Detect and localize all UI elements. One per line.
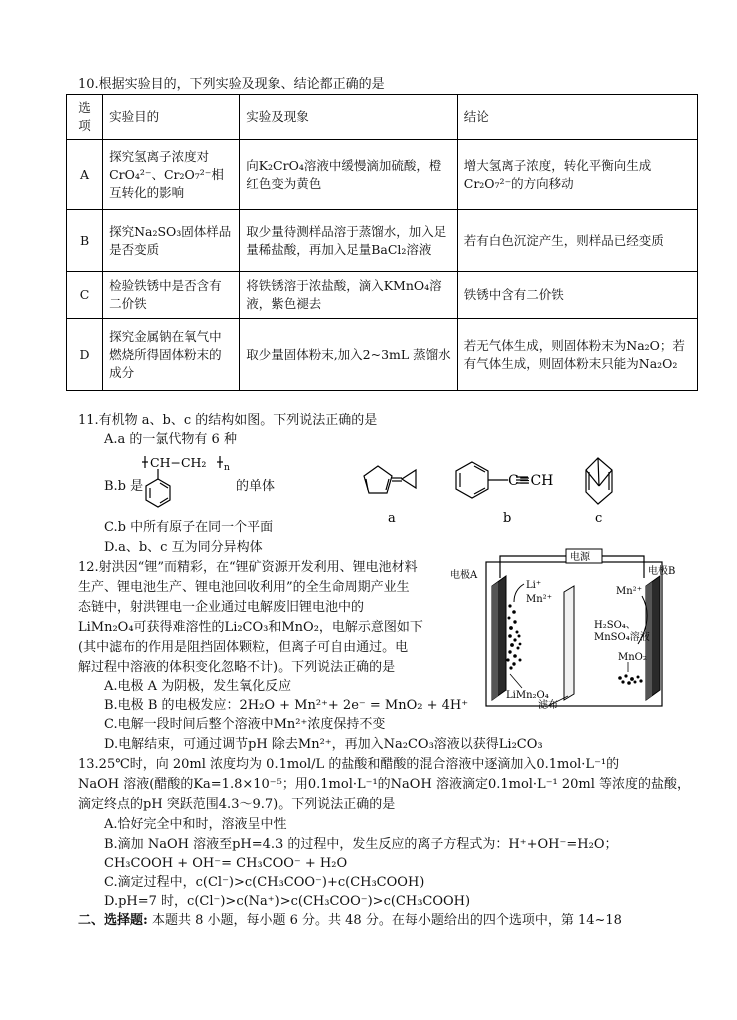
ion-mn-left-label: Mn²⁺ <box>526 594 552 605</box>
molecule-c <box>586 458 612 504</box>
molecule-structures <box>350 448 650 528</box>
row-conclusion: 铁锈中含有二价铁 <box>457 272 697 319</box>
ion-li-label: Li⁺ <box>526 580 542 591</box>
q13-option-b-2: CH₃COOH + OH⁻= CH₃COO⁻ + H₂O <box>104 856 348 871</box>
row-option: C <box>67 272 103 319</box>
q12-option-a: A.电极 A 为阴极，发生氧化反应 <box>104 679 292 694</box>
alkyne-label: C≡CH <box>508 473 554 489</box>
q11-option-a: A.a 的一氯代物有 6 种 <box>104 432 237 447</box>
q12-line-4: LiMn₂O₄可获得难溶性的Li₂CO₃和MnO₂，电解示意图如下 <box>78 620 423 635</box>
q12-line-2: 生产、锂电池生产、锂电池回收利用”的全生命周期产业生 <box>78 580 410 595</box>
row-option: A <box>67 140 103 210</box>
q12-line-3: 态链中，射洪锂电一企业通过电解废旧锂电池中的 <box>78 600 365 615</box>
row-experiment: 取少量待测样品溶于蒸馏水，加入足量稀盐酸，再加入足量BaCl₂溶液 <box>240 210 458 272</box>
header-option: 选项 <box>67 95 103 140</box>
q13-line-1: 13.25℃时，向 20ml 浓度均为 0.1mol/L 的盐酸和醋酸的混合溶液中逐滴加入0.1mol·L⁻¹的 <box>78 757 620 772</box>
q13-option-c: C.滴定过程中，c(Cl⁻)>c(CH₃COO⁻)+c(CH₃COOH) <box>104 875 425 890</box>
filter-cloth <box>564 586 574 700</box>
section-2-line <box>78 912 622 930</box>
q12-line-1: 12.射洪因“锂”而精彩，在“锂矿资源开发利用、锂电池材料 <box>78 560 418 575</box>
q12-line-5: (其中滤布的作用是阻挡固体颗粒，但离子可自由通过。电 <box>78 640 409 655</box>
section-2-text: 本题共 8 小题，每小题 6 分。共 48 分。在每小题给出的四个选项中，第 14~18 <box>147 913 622 928</box>
q13-line-2: NaOH 溶液(醋酸的Ka=1.8×10⁻⁵；用0.1mol·L⁻¹的NaOH 溶液滴定0.1mol·L⁻¹ 20ml 等浓度的盐酸， <box>78 777 691 792</box>
label-c: c <box>595 511 603 526</box>
row-conclusion: 若无气体生成，则固体粉末为Na₂O；若有气体生成，则固体粉末只能为Na₂O₂ <box>457 319 697 391</box>
solution-label-2: MnSO₄溶液 <box>594 632 650 643</box>
mno2-precipitate <box>618 674 642 684</box>
q11-option-d: D.a、b、c 互为同分异构体 <box>104 540 263 555</box>
q13-option-d: D.pH=7 时，c(Cl⁻)>c(Na⁺)>c(CH₃COO⁻)>c(CH₃COOH) <box>104 894 471 909</box>
mno2-label: MnO₂ <box>618 652 647 663</box>
electrode-a-label: 电极A <box>450 570 478 581</box>
header-experiment: 实验及现象 <box>240 95 458 140</box>
row-purpose: 探究氢离子浓度对CrO₄²⁻、Cr₂O₇²⁻相互转化的影响 <box>103 140 240 210</box>
polymer-n: n <box>224 463 230 473</box>
row-experiment: 将铁锈溶于浓盐酸，滴入KMnO₄溶液，紫色褪去 <box>240 272 458 319</box>
q11-option-b-prefix: B.b 是 <box>104 479 144 494</box>
q10-title: 10.根据实验目的，下列实验及现象、结论都正确的是 <box>78 77 385 92</box>
electrode-b-label: 电极B <box>648 566 676 577</box>
q12-option-c: C.电解一段时间后整个溶液中Mn²⁺浓度保持不变 <box>104 717 386 732</box>
q12-line-6: 解过程中溶液的体积变化忽略不计)。下列说法正确的是 <box>78 660 396 675</box>
q13-option-b-1: B.滴加 NaOH 溶液至pH=4.3 的过程中，发生反应的离子方程式为：H⁺+OH⁻=H₂O； <box>104 837 618 852</box>
polymer-structure <box>140 452 236 522</box>
q11-option-c: C.b 中所有原子在同一个平面 <box>104 520 274 535</box>
label-a: a <box>388 511 396 526</box>
row-conclusion: 增大氢离子浓度，转化平衡向生成Cr₂O₇²⁻的方向移动 <box>457 140 697 210</box>
table-row <box>67 140 698 210</box>
table-row <box>67 272 698 319</box>
header-conclusion: 结论 <box>457 95 697 140</box>
row-experiment: 取少量固体粉末,加入2~3mL 蒸馏水 <box>240 319 458 391</box>
row-purpose: 探究Na₂SO₃固体样品是否变质 <box>103 210 240 272</box>
section-2-heading: 二、选择题: <box>78 913 148 928</box>
row-experiment: 向K₂CrO₄溶液中缓慢滴加硫酸，橙红色变为黄色 <box>240 140 458 210</box>
row-purpose: 探究金属钠在氧气中燃烧所得固体粉末的成分 <box>103 319 240 391</box>
table-header-row <box>67 95 698 140</box>
q13-line-3: 滴定终点的pH 突跃范围4.3～9.7)。下列说法正确的是 <box>78 797 396 812</box>
header-purpose: 实验目的 <box>103 95 240 140</box>
q11-option-b-suffix: 的单体 <box>236 479 276 494</box>
polymer-unit: CH−CH₂ <box>150 455 207 470</box>
limn2o4-label: LiMn₂O₄ <box>506 690 549 701</box>
label-b: b <box>503 511 512 526</box>
q11-title: 11.有机物 a、b、c 的结构如图。下列说法正确的是 <box>78 413 378 428</box>
limn2o4-particles <box>506 604 521 669</box>
q12-option-d: D.电解结束，可通过调节pH 除去Mn²⁺，再加入Na₂CO₃溶液以获得Li₂CO₃ <box>104 737 543 752</box>
experiment-table <box>66 94 698 391</box>
row-purpose: 检验铁锈中是否含有二价铁 <box>103 272 240 319</box>
row-option: D <box>67 319 103 391</box>
power-label: 电源 <box>570 552 590 563</box>
electrolysis-diagram <box>448 548 704 710</box>
row-option: B <box>67 210 103 272</box>
q13-option-a: A.恰好完全中和时，溶液呈中性 <box>104 817 287 832</box>
ion-mn-right-label: Mn²⁺ <box>616 586 642 597</box>
filter-label: 滤布 <box>538 700 558 710</box>
row-conclusion: 若有白色沉淀产生，则样品已经变质 <box>457 210 697 272</box>
table-row <box>67 210 698 272</box>
molecule-a <box>364 466 416 493</box>
solution-label-1: H₂SO₄、 <box>594 620 636 631</box>
q12-option-b: B.电极 B 的电极发应：2H₂O + Mn²⁺+ 2e⁻ = MnO₂ + 4H⁺ <box>104 698 469 713</box>
table-row <box>67 319 698 391</box>
